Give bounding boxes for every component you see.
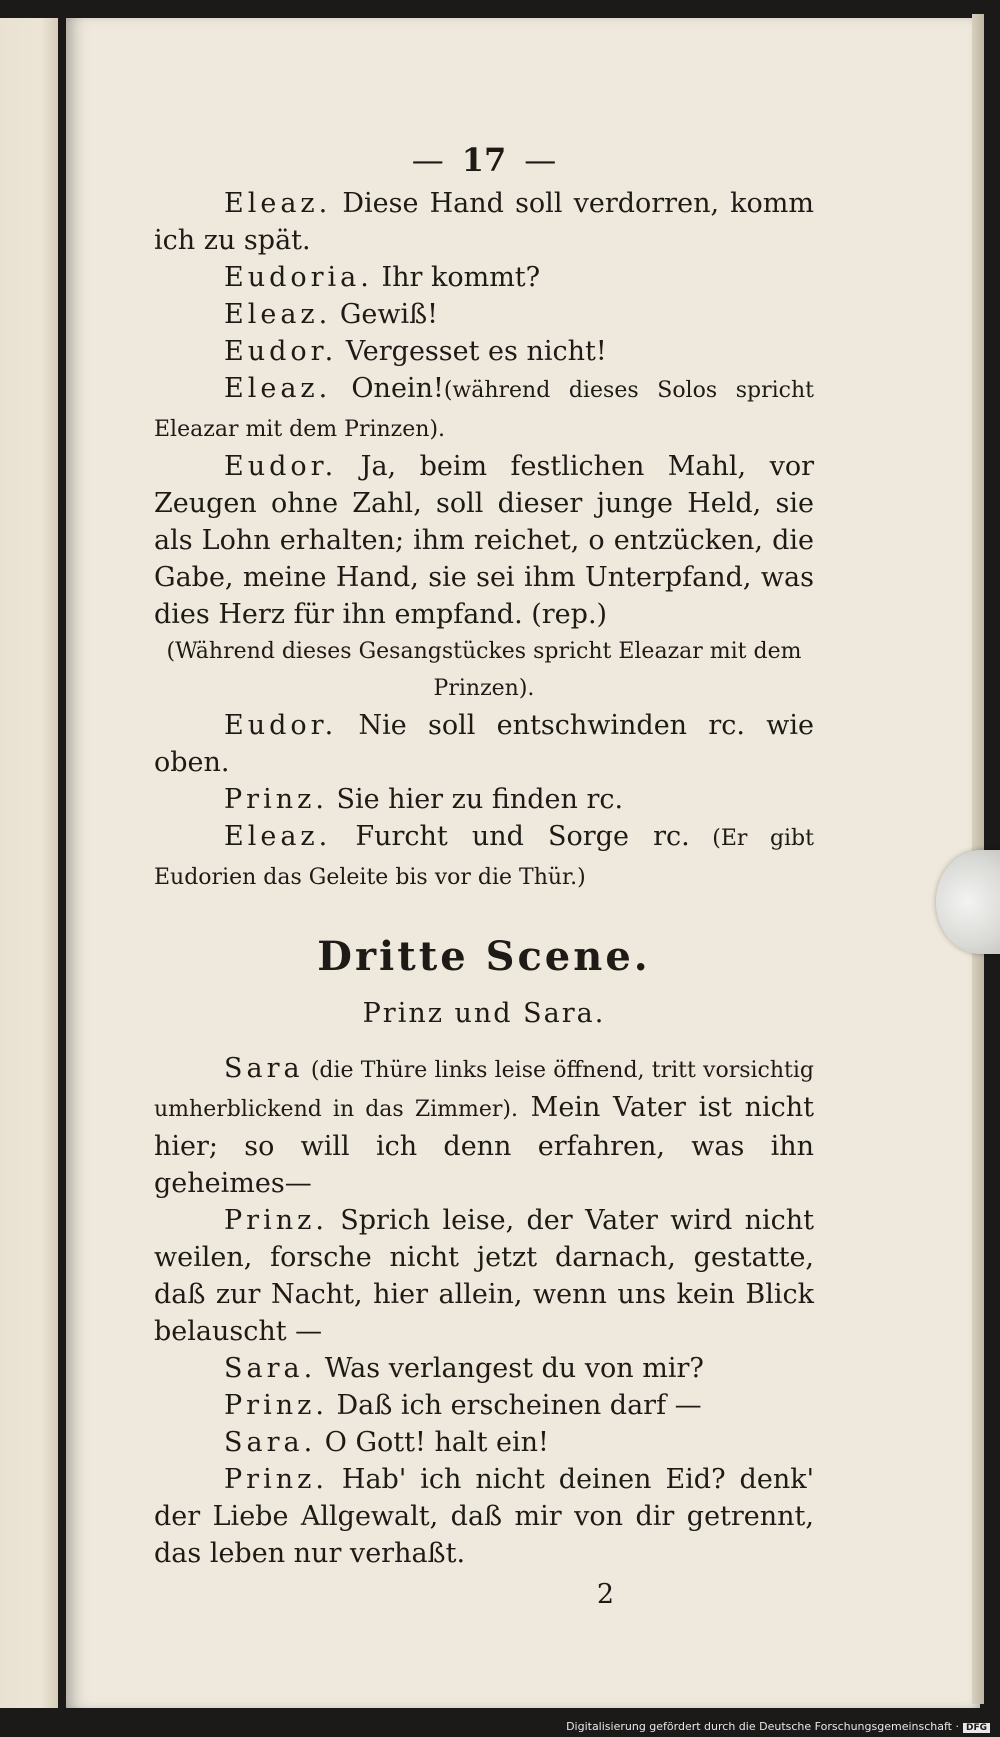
speaker: Eleaz.: [224, 299, 332, 330]
line-9: [154, 781, 814, 818]
speaker: Sara.: [224, 1353, 317, 1384]
speaker: Prinz.: [224, 1464, 328, 1495]
page-number: 17: [461, 141, 507, 179]
line-11: [154, 1050, 814, 1202]
dfg-logo: DFG: [963, 1723, 990, 1733]
speaker: Sara: [224, 1053, 304, 1084]
signature-mark: 2: [596, 1579, 614, 1610]
line-3: [154, 296, 814, 333]
speaker: Eleaz.: [224, 821, 332, 852]
speaker: Eudor.: [224, 710, 338, 741]
speaker: Eleaz.: [224, 188, 332, 219]
dialogue: Gewiß!: [331, 299, 438, 330]
dialogue: Hab' ich nicht deinen Eid? denk' der Liebe Allgewalt, daß mir von dir getrennt, das leben nur verhaßt.: [154, 1464, 814, 1569]
dialogue: Ja, beim festlichen Mahl, vor Zeugen ohne Zahl, soll dieser junge Held, sie als Lohn erhalten; ihm reichet, o entzücken, die Gabe, meine Hand, sie sei ihm Unterpfand, was dies Herz für ihn empfand. (rep.): [154, 451, 814, 630]
header-dash-left: —: [411, 141, 444, 179]
dialogue: Sprich leise, der Vater wird nicht weilen, forsche nicht jetzt darnach, gestatte, daß zur Nacht, hier allein, wenn uns kein Blick belauscht —: [154, 1205, 814, 1347]
dialogue: Vergesset es nicht!: [337, 336, 607, 367]
dialogue: Onein!: [331, 373, 444, 404]
dialogue: Ihr kommt?: [372, 262, 541, 293]
dialogue: Mein Vater ist nicht hier; so will ich denn erfahren, was ihn geheimes—: [154, 1092, 814, 1199]
line-15: [154, 1424, 814, 1461]
speaker: Prinz.: [224, 1390, 328, 1421]
credit-text: Digitalisierung gefördert durch die Deutsche Forschungsgemeinschaft ·: [566, 1720, 959, 1733]
dialogue: Daß ich erscheinen darf —: [327, 1390, 702, 1421]
line-13: [154, 1350, 814, 1387]
dialogue: Was verlangest du von mir?: [316, 1353, 704, 1384]
line-4: [154, 333, 814, 370]
line-16: [154, 1461, 814, 1572]
line-6: [154, 448, 814, 633]
stage-direction-centered: (Während dieses Gesangstückes spricht Eleazar mit dem Prinzen).: [166, 639, 802, 701]
speaker: Eudor.: [224, 451, 338, 482]
dialogue: Nie soll entschwinden rc. wie oben.: [154, 710, 814, 778]
line-12: [154, 1202, 814, 1350]
line-14: [154, 1387, 814, 1424]
speaker: Eudoria.: [224, 262, 373, 293]
speaker: Prinz.: [224, 1205, 328, 1236]
stage-direction: (Er gibt Eudorien das Geleite bis vor die Thür.): [154, 826, 814, 890]
speaker: Sara.: [224, 1427, 317, 1458]
scene-title: Dritte Scene.: [317, 933, 651, 980]
dialogue: Sie hier zu finden rc.: [327, 784, 624, 815]
line-10: [154, 818, 814, 896]
line-8: [154, 707, 814, 781]
facing-page-edge: [0, 18, 58, 1708]
digitization-credit: [566, 1720, 990, 1733]
speaker: Eudor.: [224, 336, 338, 367]
scene-persons: Prinz und Sara.: [362, 998, 606, 1029]
speaker: Eleaz.: [224, 373, 332, 404]
line-2: [154, 259, 814, 296]
speaker: Prinz.: [224, 784, 328, 815]
line-5: [154, 370, 814, 448]
dialogue: Diese Hand soll verdorren, komm ich zu spät.: [154, 188, 814, 256]
dialogue: O Gott! halt ein!: [316, 1427, 549, 1458]
page-text: [154, 142, 814, 1613]
stage-direction: (während dieses Solos spricht Eleazar mit dem Prinzen).: [154, 378, 814, 442]
line-1: [154, 185, 814, 259]
stage-direction: (die Thüre links leise öffnend, tritt vorsichtig umherblickend in das Zimmer).: [154, 1058, 814, 1122]
dialogue: Furcht und Sorge rc.: [331, 821, 690, 852]
header-dash-right: —: [524, 141, 557, 179]
page-header: [154, 142, 814, 179]
